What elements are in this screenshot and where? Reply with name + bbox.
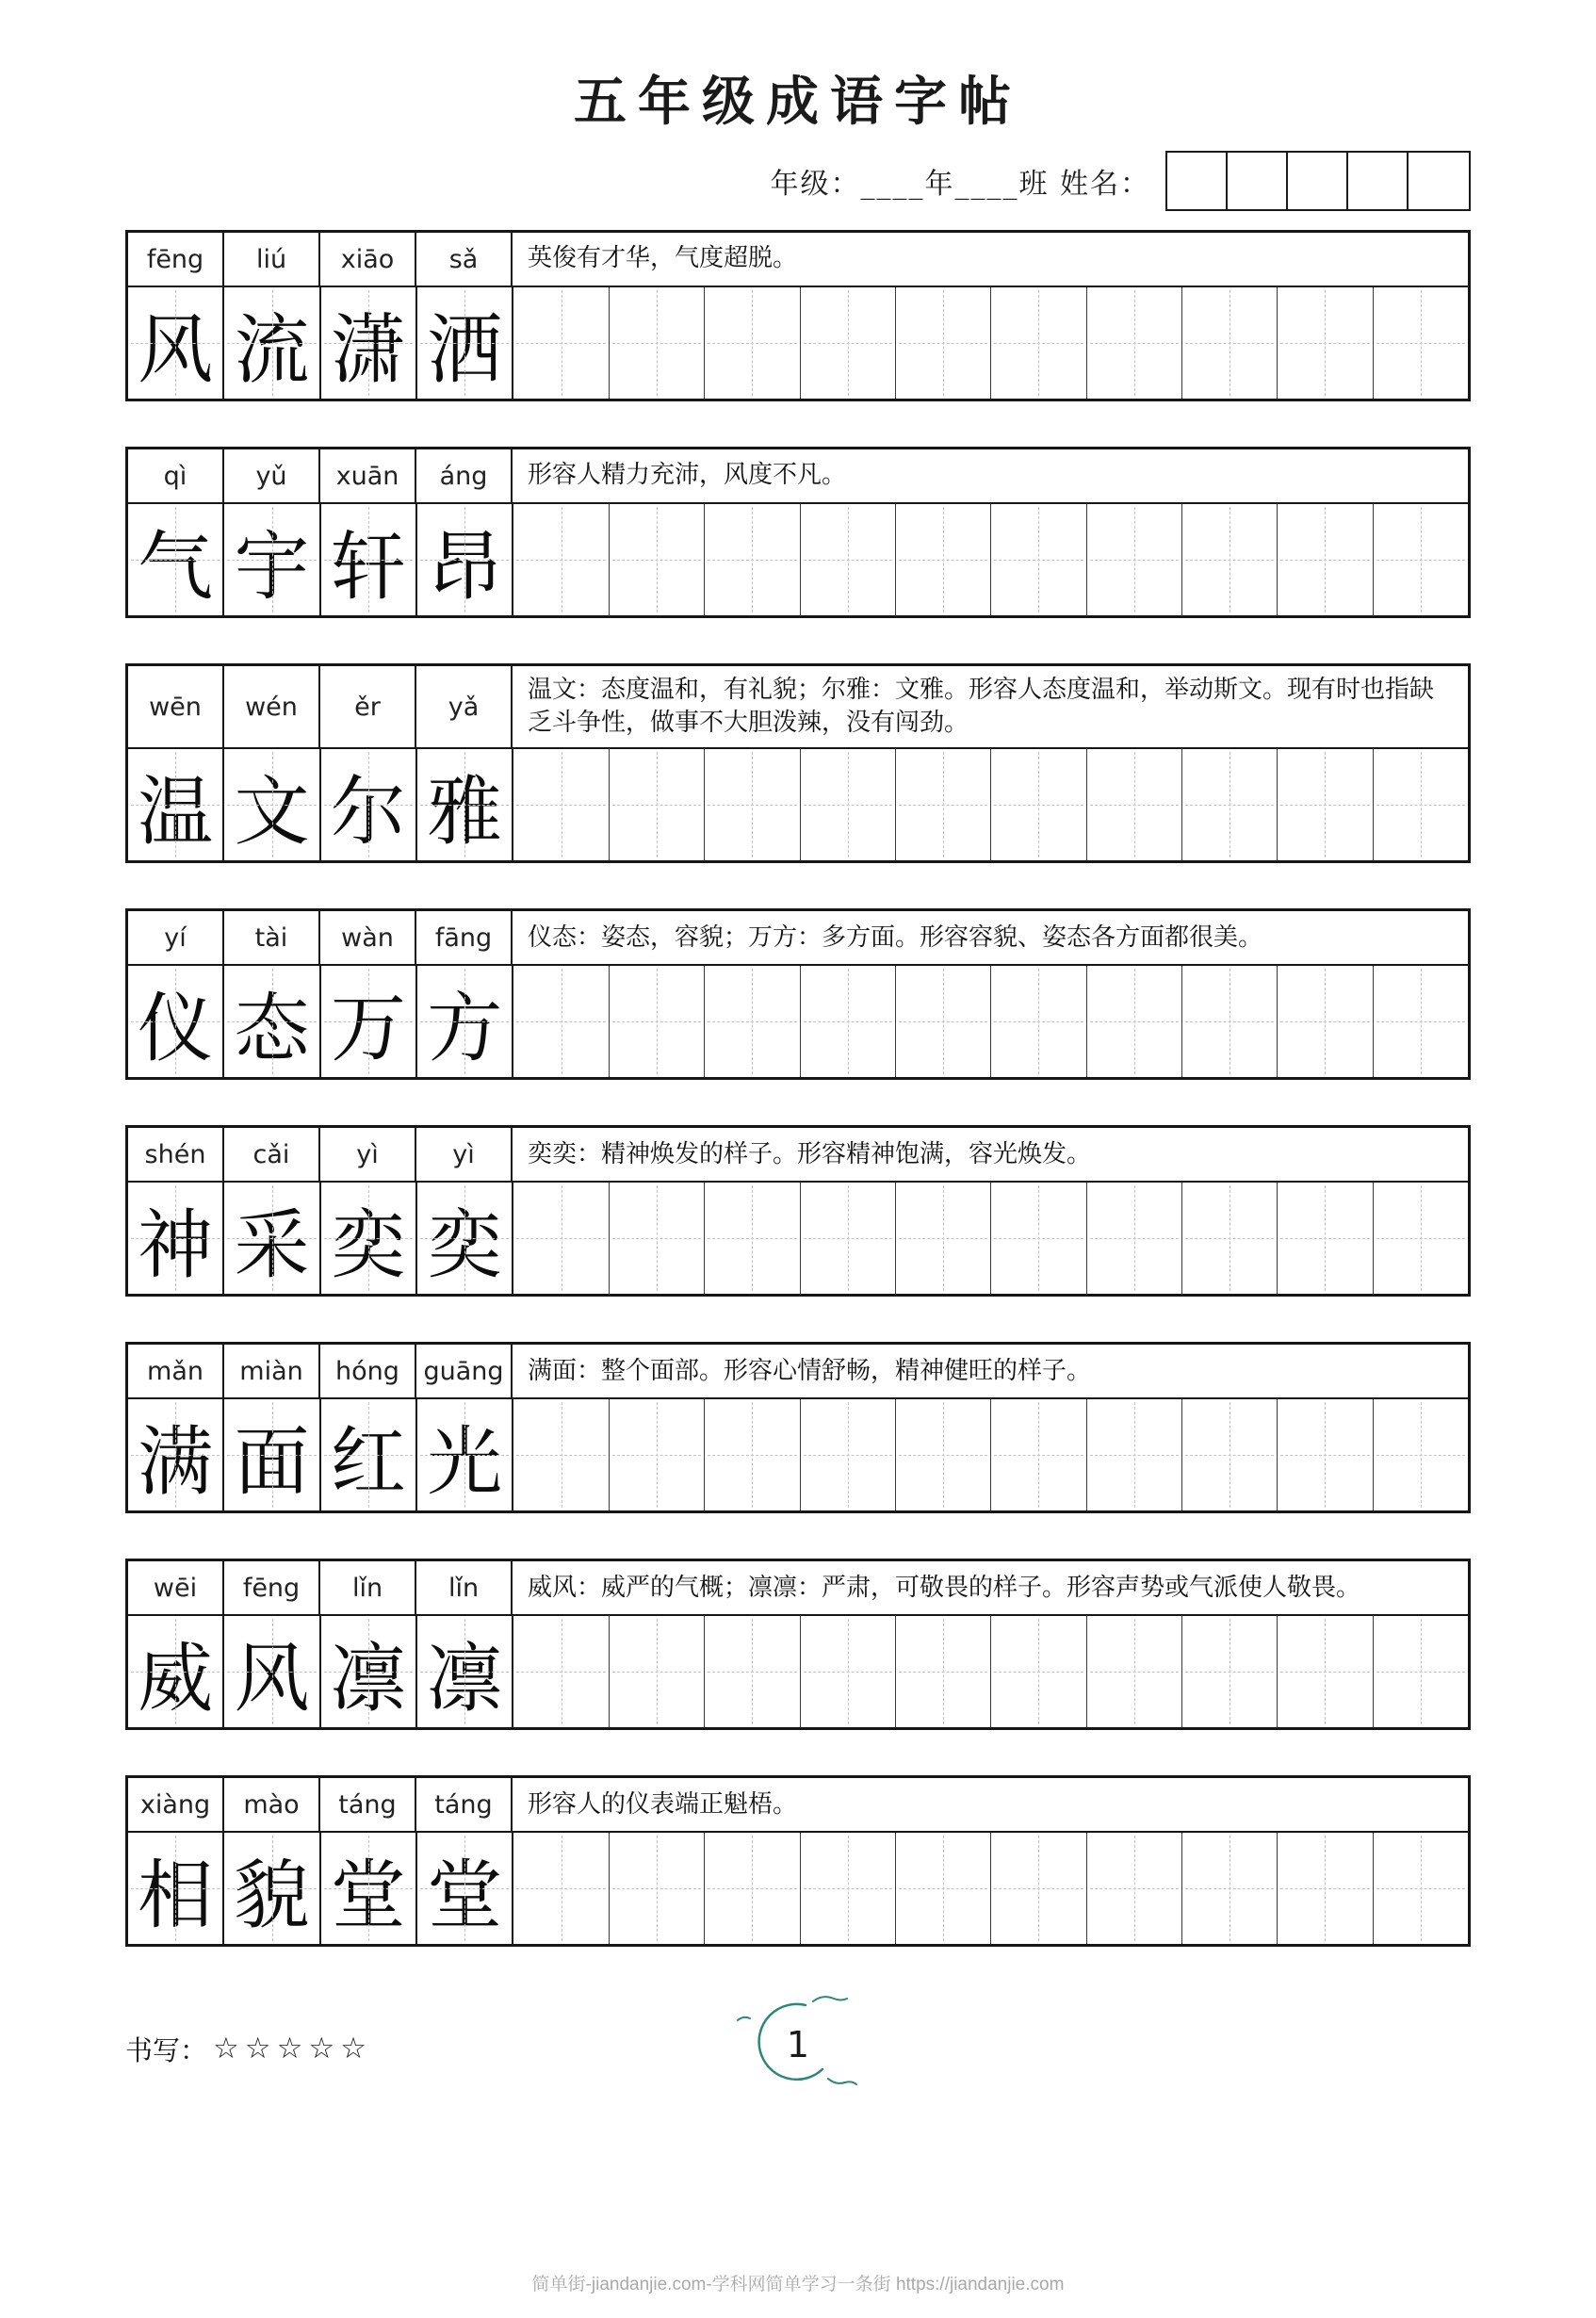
idiom-block — [125, 1775, 1471, 1947]
idiom-character-cell: 温 — [128, 749, 224, 860]
idiom-character-cell: 奕 — [321, 1183, 417, 1294]
pinyin-cell: fēng — [224, 1561, 320, 1614]
pinyin-cell: xuān — [320, 449, 416, 502]
practice-cell — [801, 287, 896, 399]
practice-cell — [1087, 1183, 1182, 1294]
page-indicator — [723, 1992, 873, 2099]
practice-cell — [1278, 287, 1373, 399]
practice-cell — [513, 1399, 609, 1510]
name-grid-cell — [1348, 153, 1409, 209]
idiom-character-cell: 奕 — [417, 1183, 513, 1294]
writing-score-label: 书写： — [125, 2033, 208, 2066]
character-row — [128, 287, 1468, 399]
practice-cell — [610, 966, 705, 1077]
star-rating: ☆☆☆☆☆ — [213, 2032, 372, 2066]
practice-cell — [896, 966, 991, 1077]
practice-cell — [991, 504, 1086, 615]
pinyin-cell: wàn — [320, 911, 416, 964]
idiom-character-cell: 光 — [417, 1399, 513, 1510]
idiom-block — [125, 908, 1471, 1080]
practice-cell — [1087, 287, 1182, 399]
idiom-character-cell: 轩 — [321, 504, 417, 615]
pinyin-cell: mǎn — [128, 1345, 224, 1397]
practice-cell — [1087, 1616, 1182, 1727]
practice-cell — [1374, 1399, 1468, 1510]
character-row — [128, 1833, 1468, 1944]
idiom-character-cell: 风 — [224, 1616, 320, 1727]
idiom-character-cell: 文 — [224, 749, 320, 860]
pinyin-cell: ěr — [320, 666, 416, 747]
practice-cell — [1182, 287, 1278, 399]
practice-cell — [610, 1616, 705, 1727]
idiom-character-cell: 态 — [224, 966, 320, 1077]
pinyin-cell: yǎ — [416, 666, 513, 747]
practice-cell — [1182, 1399, 1278, 1510]
practice-cell — [1278, 504, 1373, 615]
practice-cell — [1087, 966, 1182, 1077]
practice-cell — [991, 1833, 1086, 1944]
practice-cell — [1182, 966, 1278, 1077]
practice-cell — [1374, 287, 1468, 399]
idiom-character-cell: 宇 — [224, 504, 320, 615]
pinyin-cell: wēn — [128, 666, 224, 747]
practice-cell — [896, 1616, 991, 1727]
grade-class-name-label: 年级：____年____班 姓名： — [770, 168, 1150, 201]
practice-cell — [1278, 1399, 1373, 1510]
idiom-character-cell: 面 — [224, 1399, 320, 1510]
pinyin-row — [128, 1778, 1468, 1833]
pinyin-cell: lǐn — [416, 1561, 513, 1614]
practice-cell — [1278, 1833, 1373, 1944]
pinyin-cell: yí — [128, 911, 224, 964]
practice-cell — [705, 1833, 800, 1944]
definition-text: 形容人精力充沛，风度不凡。 — [528, 461, 847, 490]
pinyin-cell: lǐn — [320, 1561, 416, 1614]
practice-cell — [1087, 749, 1182, 860]
practice-cell — [513, 1183, 609, 1294]
worksheet — [125, 60, 1471, 2105]
pinyin-row — [128, 1345, 1468, 1399]
pinyin-cell: táng — [320, 1778, 416, 1831]
practice-cell — [513, 287, 609, 399]
idiom-character-cell: 流 — [224, 287, 320, 399]
idiom-character-cell: 昂 — [417, 504, 513, 615]
practice-cell — [1087, 1833, 1182, 1944]
practice-cell — [610, 1183, 705, 1294]
practice-cell — [1087, 1399, 1182, 1510]
idiom-block — [125, 230, 1471, 401]
pinyin-cell: xiāo — [320, 233, 416, 286]
practice-cell — [610, 1399, 705, 1510]
definition-text: 满面：整个面部。形容心情舒畅，精神健旺的样子。 — [528, 1356, 1092, 1385]
page-title: 五年级成语字帖 — [574, 71, 1022, 133]
definition-text: 形容人的仪表端正魁梧。 — [528, 1789, 798, 1819]
definition-text: 温文：态度温和，有礼貌；尔雅：文雅。形容人态度温和，举动斯文。现有时也指缺乏斗争性，做事不大胆泼辣，没有闯劲。 — [528, 676, 1435, 738]
practice-cell — [991, 287, 1086, 399]
idiom-character-cell: 万 — [321, 966, 417, 1077]
pinyin-row — [128, 233, 1468, 287]
practice-cell — [801, 1399, 896, 1510]
pinyin-cell: mào — [224, 1778, 320, 1831]
pinyin-cell: yì — [320, 1128, 416, 1181]
pinyin-cell: shén — [128, 1128, 224, 1181]
pinyin-cell: tài — [224, 911, 320, 964]
practice-cell — [705, 287, 800, 399]
idiom-character-cell: 采 — [224, 1183, 320, 1294]
practice-cell — [991, 966, 1086, 1077]
practice-cell — [896, 287, 991, 399]
character-row — [128, 1616, 1468, 1727]
page-footer — [125, 1992, 1471, 2105]
practice-cell — [801, 1183, 896, 1294]
practice-cell — [1374, 1833, 1468, 1944]
definition-text: 仪态：姿态，容貌；万方：多方面。形容容貌、姿态各方面都很美。 — [528, 922, 1263, 952]
definition-text: 奕奕：精神焕发的样子。形容精神饱满，容光焕发。 — [528, 1139, 1092, 1168]
practice-cell — [610, 504, 705, 615]
practice-cell — [991, 1616, 1086, 1727]
pinyin-row — [128, 911, 1468, 966]
practice-cell — [1182, 749, 1278, 860]
pinyin-cell: wēi — [128, 1561, 224, 1614]
practice-cell — [801, 966, 896, 1077]
practice-cell — [705, 749, 800, 860]
page-number: 1 — [786, 2024, 810, 2066]
idiom-character-cell: 雅 — [417, 749, 513, 860]
pinyin-cell: cǎi — [224, 1128, 320, 1181]
practice-cell — [991, 1183, 1086, 1294]
idiom-block — [125, 447, 1471, 618]
pinyin-cell: hóng — [320, 1345, 416, 1397]
pinyin-cell: fēng — [128, 233, 224, 286]
idiom-character-cell: 貌 — [224, 1833, 320, 1944]
practice-cell — [801, 749, 896, 860]
header-line — [125, 151, 1471, 211]
practice-cell — [801, 504, 896, 615]
practice-cell — [896, 1183, 991, 1294]
practice-cell — [1278, 966, 1373, 1077]
practice-cell — [513, 1833, 609, 1944]
practice-cell — [896, 749, 991, 860]
practice-cell — [1278, 1616, 1373, 1727]
pinyin-cell: táng — [416, 1778, 513, 1831]
practice-cell — [1182, 1616, 1278, 1727]
practice-cell — [1182, 1183, 1278, 1294]
idiom-block — [125, 663, 1471, 863]
practice-cell — [1374, 749, 1468, 860]
practice-cell — [1182, 1833, 1278, 1944]
practice-cell — [896, 504, 991, 615]
idiom-character-cell: 气 — [128, 504, 224, 615]
idiom-block — [125, 1559, 1471, 1730]
practice-cell — [610, 287, 705, 399]
idiom-block — [125, 1342, 1471, 1513]
name-grid-cell — [1409, 153, 1469, 209]
pinyin-cell: xiàng — [128, 1778, 224, 1831]
character-row — [128, 504, 1468, 615]
pinyin-row — [128, 1561, 1468, 1616]
practice-cell — [513, 966, 609, 1077]
practice-cell — [1182, 504, 1278, 615]
character-row — [128, 1399, 1468, 1510]
practice-cell — [513, 749, 609, 860]
idiom-character-cell: 凛 — [321, 1616, 417, 1727]
practice-cell — [896, 1399, 991, 1510]
pinyin-cell: sǎ — [416, 233, 513, 286]
idiom-character-cell: 堂 — [417, 1833, 513, 1944]
pinyin-cell: miàn — [224, 1345, 320, 1397]
practice-cell — [705, 1616, 800, 1727]
idiom-character-cell: 方 — [417, 966, 513, 1077]
idiom-block — [125, 1125, 1471, 1297]
practice-cell — [705, 1399, 800, 1510]
pinyin-cell: guāng — [416, 1345, 513, 1397]
pinyin-cell: yǔ — [224, 449, 320, 502]
practice-cell — [705, 966, 800, 1077]
pinyin-row — [128, 1128, 1468, 1183]
practice-cell — [1087, 504, 1182, 615]
practice-cell — [705, 1183, 800, 1294]
watermark-text: 简单街-jiandanjie.com-学科网简单学习一条街 https://jiandanjie.com — [531, 2275, 1065, 2294]
practice-cell — [1374, 1183, 1468, 1294]
idiom-character-cell: 尔 — [321, 749, 417, 860]
practice-cell — [610, 1833, 705, 1944]
pinyin-row — [128, 666, 1468, 749]
pinyin-cell: fāng — [416, 911, 513, 964]
pinyin-cell: wén — [224, 666, 320, 747]
idiom-character-cell: 风 — [128, 287, 224, 399]
practice-cell — [513, 504, 609, 615]
pinyin-cell: qì — [128, 449, 224, 502]
pinyin-cell: liú — [224, 233, 320, 286]
character-row — [128, 749, 1468, 860]
practice-cell — [1374, 1616, 1468, 1727]
idiom-character-cell: 洒 — [417, 287, 513, 399]
definition-text: 威风：威严的气概；凛凛：严肃，可敬畏的样子。形容声势或气派使人敬畏。 — [528, 1573, 1361, 1602]
character-row — [128, 1183, 1468, 1294]
idiom-character-cell: 神 — [128, 1183, 224, 1294]
idiom-character-cell: 红 — [321, 1399, 417, 1510]
practice-cell — [1374, 504, 1468, 615]
name-grid — [1165, 151, 1471, 211]
practice-cell — [991, 1399, 1086, 1510]
definition-text: 英俊有才华，气度超脱。 — [528, 244, 798, 273]
practice-cell — [991, 749, 1086, 860]
writing-score — [125, 2030, 372, 2068]
name-grid-cell — [1167, 153, 1228, 209]
idiom-character-cell: 潇 — [321, 287, 417, 399]
idiom-character-cell: 仪 — [128, 966, 224, 1077]
name-grid-cell — [1228, 153, 1288, 209]
practice-cell — [705, 504, 800, 615]
idiom-character-cell: 相 — [128, 1833, 224, 1944]
practice-cell — [801, 1833, 896, 1944]
pinyin-cell: yì — [416, 1128, 513, 1181]
practice-cell — [610, 749, 705, 860]
pinyin-cell: áng — [416, 449, 513, 502]
idiom-character-cell: 堂 — [321, 1833, 417, 1944]
practice-cell — [1278, 1183, 1373, 1294]
practice-cell — [1278, 749, 1373, 860]
name-grid-cell — [1288, 153, 1348, 209]
pinyin-row — [128, 449, 1468, 504]
practice-cell — [896, 1833, 991, 1944]
character-row — [128, 966, 1468, 1077]
practice-cell — [1374, 966, 1468, 1077]
practice-cell — [513, 1616, 609, 1727]
idiom-character-cell: 凛 — [417, 1616, 513, 1727]
idiom-character-cell: 满 — [128, 1399, 224, 1510]
practice-cell — [801, 1616, 896, 1727]
idiom-character-cell: 威 — [128, 1616, 224, 1727]
